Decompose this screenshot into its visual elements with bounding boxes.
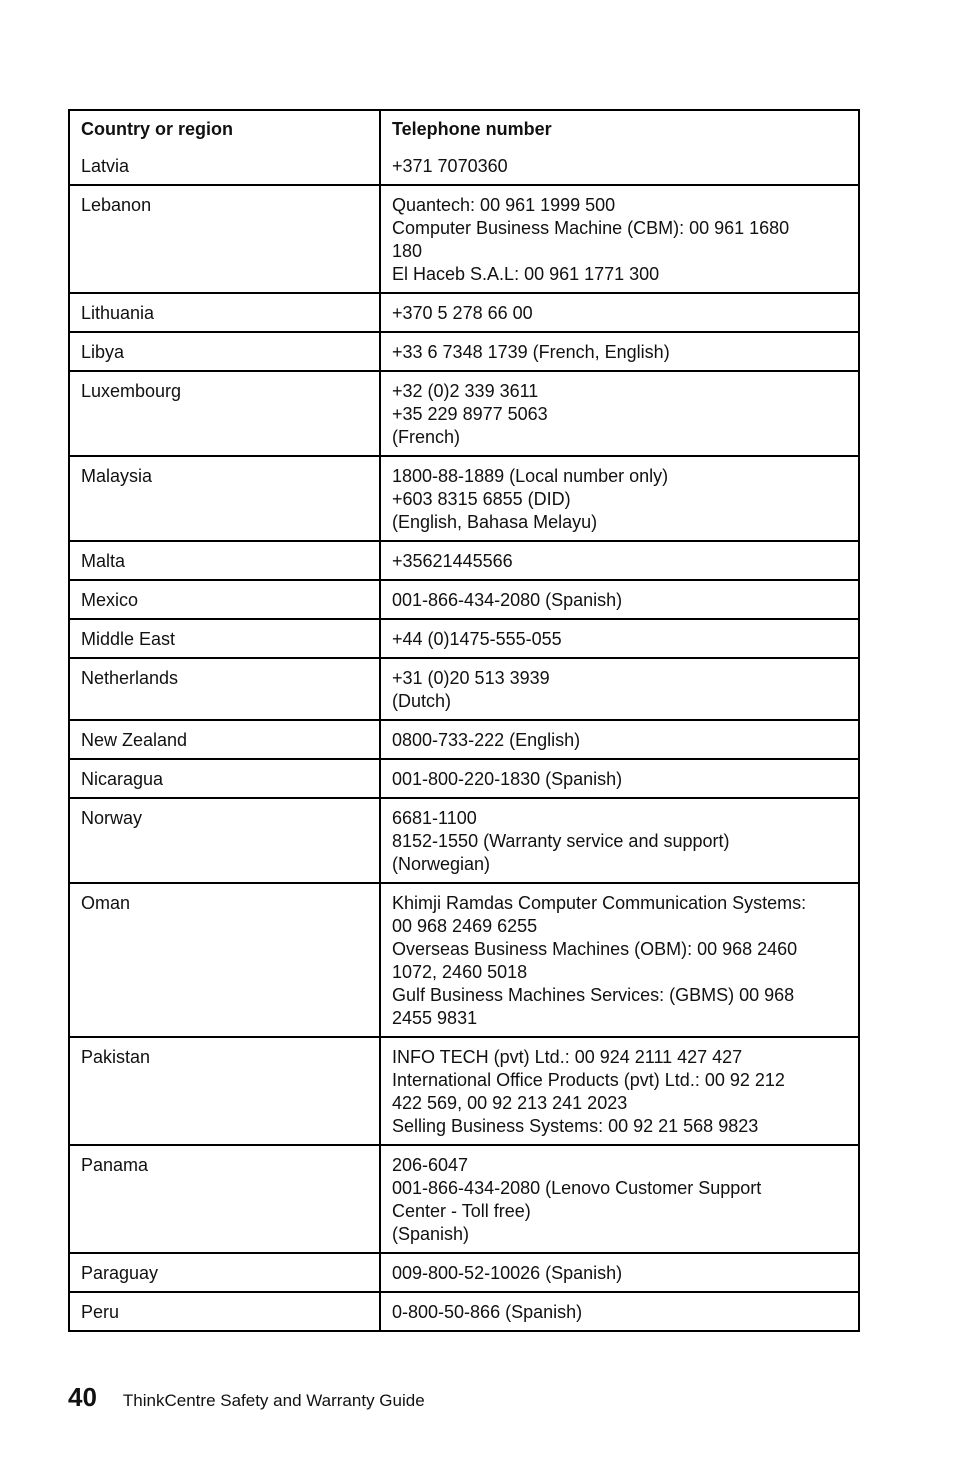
- table-row: [70, 758, 858, 797]
- country-cell: Pakistan: [70, 1038, 381, 1144]
- country-cell: Lebanon: [70, 186, 381, 292]
- country-cell: New Zealand: [70, 721, 381, 758]
- country-cell: Oman: [70, 884, 381, 1036]
- telephone-cell: [381, 1293, 858, 1330]
- telephone-line: (Dutch): [392, 691, 452, 711]
- telephone-line: +32 (0)2 339 3611: [392, 381, 539, 401]
- telephone-line: 6681-1100: [392, 808, 477, 828]
- telephone-line: 00 968 2469 6255: [392, 916, 538, 936]
- telephone-cell: [381, 1038, 858, 1144]
- telephone-line: Quantech: 00 961 1999 500: [392, 195, 616, 215]
- telephone-line: 1800-88-1889 (Local number only): [392, 466, 669, 486]
- telephone-line: Center - Toll free): [392, 1201, 531, 1221]
- table-row: [70, 618, 858, 657]
- table-row: [70, 882, 858, 1036]
- telephone-line: +371 7070360: [392, 156, 508, 176]
- country-cell: Malta: [70, 542, 381, 579]
- telephone-line: +31 (0)20 513 3939: [392, 668, 550, 688]
- telephone-line: International Office Products (pvt) Ltd.: 00 92 212: [392, 1070, 785, 1090]
- country-cell: Libya: [70, 333, 381, 370]
- telephone-cell: [381, 659, 858, 719]
- telephone-cell: [381, 457, 858, 540]
- country-cell: Middle East: [70, 620, 381, 657]
- telephone-line: +603 8315 6855 (DID): [392, 489, 571, 509]
- telephone-line: Overseas Business Machines (OBM): 00 968 2460: [392, 939, 798, 959]
- telephone-cell: [381, 186, 858, 292]
- telephone-cell: [381, 799, 858, 882]
- table-row: [70, 657, 858, 719]
- header-telephone: Telephone number: [392, 119, 552, 139]
- telephone-line: El Haceb S.A.L: 00 961 1771 300: [392, 264, 660, 284]
- table-row: [70, 370, 858, 455]
- telephone-line: +33 6 7348 1739 (French, English): [392, 342, 670, 362]
- telephone-line: (Norwegian): [392, 854, 491, 874]
- table-row: [70, 292, 858, 331]
- telephone-line: 001-866-434-2080 (Spanish): [392, 590, 623, 610]
- telephone-line: 0-800-50-866 (Spanish): [392, 1302, 583, 1322]
- telephone-line: +35621445566: [392, 551, 513, 571]
- telephone-cell: [381, 1146, 858, 1252]
- table-row: [70, 1252, 858, 1291]
- telephone-line: +44 (0)1475-555-055: [392, 629, 562, 649]
- telephone-line: INFO TECH (pvt) Ltd.: 00 924 2111 427 427: [392, 1047, 743, 1067]
- table-row: [70, 1036, 858, 1144]
- page-number: 40: [68, 1382, 97, 1412]
- telephone-line: 180: [392, 241, 423, 261]
- telephone-line: (Spanish): [392, 1224, 470, 1244]
- table-row: [70, 719, 858, 758]
- telephone-line: +35 229 8977 5063: [392, 404, 548, 424]
- telephone-cell: [381, 372, 858, 455]
- telephone-cell: [381, 620, 858, 657]
- telephone-line: 001-800-220-1830 (Spanish): [392, 769, 623, 789]
- guide-title: ThinkCentre Safety and Warranty Guide: [122, 1391, 425, 1410]
- country-cell: Latvia: [70, 147, 381, 184]
- table-row: [70, 1291, 858, 1330]
- country-cell: Panama: [70, 1146, 381, 1252]
- table-row: [70, 331, 858, 370]
- country-cell: Malaysia: [70, 457, 381, 540]
- telephone-cell: [381, 581, 858, 618]
- table-row: [70, 147, 858, 184]
- telephone-line: +370 5 278 66 00: [392, 303, 533, 323]
- telephone-line: (French): [392, 427, 461, 447]
- telephone-cell: [381, 542, 858, 579]
- telephone-cell: [381, 884, 858, 1036]
- telephone-cell: [381, 294, 858, 331]
- country-cell: Lithuania: [70, 294, 381, 331]
- telephone-line: 001-866-434-2080 (Lenovo Customer Support: [392, 1178, 762, 1198]
- telephone-cell: [381, 333, 858, 370]
- country-cell: Peru: [70, 1293, 381, 1330]
- country-cell: Paraguay: [70, 1254, 381, 1291]
- table-row: [70, 1144, 858, 1252]
- telephone-line: 0800-733-222 (English): [392, 730, 581, 750]
- telephone-cell: [381, 1254, 858, 1291]
- telephone-line: Gulf Business Machines Services: (GBMS) 00 968: [392, 985, 795, 1005]
- telephone-line: 422 569, 00 92 213 241 2023: [392, 1093, 628, 1113]
- country-cell: Norway: [70, 799, 381, 882]
- table-row: [70, 540, 858, 579]
- telephone-line: Khimji Ramdas Computer Communication Systems:: [392, 893, 807, 913]
- telephone-line: Computer Business Machine (CBM): 00 961 1680: [392, 218, 790, 238]
- page-footer: [68, 1382, 425, 1413]
- header-country: Country or region: [70, 111, 381, 147]
- telephone-line: (English, Bahasa Melayu): [392, 512, 598, 532]
- table-row: [70, 579, 858, 618]
- telephone-line: 009-800-52-10026 (Spanish): [392, 1263, 623, 1283]
- telephone-line: 2455 9831: [392, 1008, 478, 1028]
- telephone-cell: [381, 760, 858, 797]
- telephone-line: 8152-1550 (Warranty service and support): [392, 831, 730, 851]
- telephone-cell: [381, 147, 858, 184]
- table-row: [70, 455, 858, 540]
- telephone-line: 1072, 2460 5018: [392, 962, 528, 982]
- country-cell: Netherlands: [70, 659, 381, 719]
- telephone-line: Selling Business Systems: 00 92 21 568 9823: [392, 1116, 759, 1136]
- country-cell: Luxembourg: [70, 372, 381, 455]
- telephone-line: 206-6047: [392, 1155, 469, 1175]
- phone-table: [68, 109, 860, 1332]
- telephone-cell: [381, 721, 858, 758]
- table-row: [70, 797, 858, 882]
- country-cell: Mexico: [70, 581, 381, 618]
- table-header-row: [70, 111, 858, 147]
- country-cell: Nicaragua: [70, 760, 381, 797]
- table-row: [70, 184, 858, 292]
